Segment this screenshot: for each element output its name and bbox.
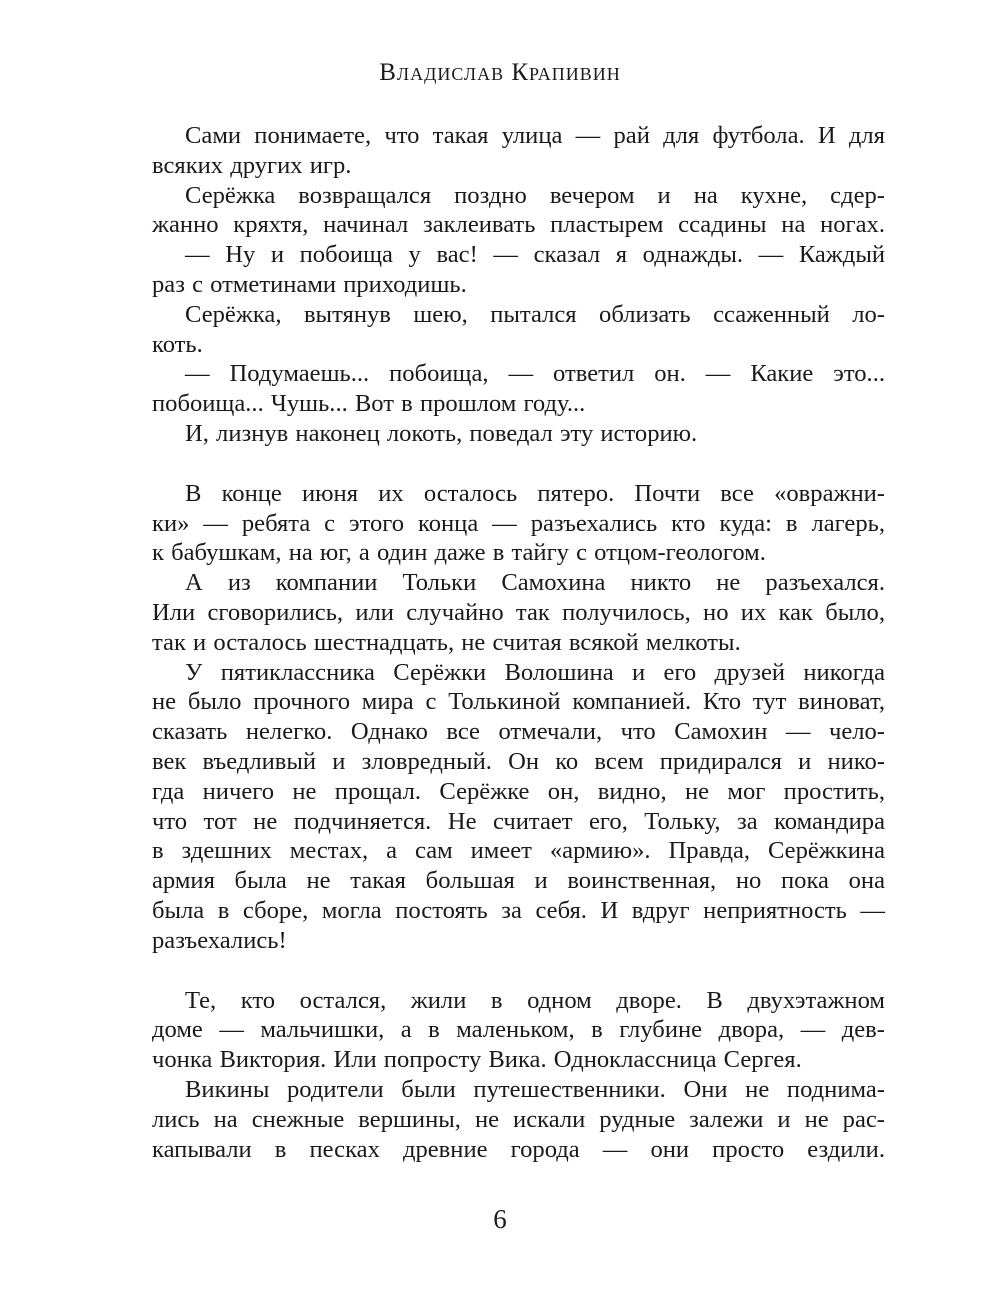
text-line: не было прочного мира с Толькиной компанией. Кто тут виноват,: [152, 688, 885, 716]
text-line: лись на снежные вершины, не искали рудные залежи и не рас-: [152, 1105, 885, 1133]
text-line: Викины родители были путешественники. Они не поднима-: [185, 1075, 885, 1103]
text-line: Сами понимаете, что такая улица — рай для футбола. И для: [185, 122, 885, 149]
paragraph: [152, 986, 885, 1075]
text-line: чонка Виктория. Или попросту Вика. Одноклассница Сергея.: [152, 1046, 802, 1074]
paragraph: [152, 181, 885, 241]
text-line: век въедливый и зловредный. Он ко всем придирался и нико-: [152, 747, 885, 775]
text-line: разъехались!: [152, 926, 287, 954]
text-line: — Ну и побоища у вас! — сказал я однажды. — Каждый: [185, 241, 885, 269]
paragraph: [152, 568, 885, 657]
text-line: коть.: [152, 330, 203, 358]
text-line: армия была не такая большая и воинственная, но пока она: [152, 867, 885, 895]
paragraph: [152, 240, 885, 300]
page-number: 6: [493, 1204, 507, 1234]
text-line: была в сборе, могла постоять за себя. И вдруг неприятность —: [152, 896, 885, 924]
text-line: Серёжка, вытянув шею, пытался облизать ссаженный ло-: [185, 300, 885, 328]
text-line: А из компании Тольки Самохина никто не разъехался.: [185, 569, 885, 597]
paragraph: [152, 658, 885, 956]
text-line: — Подумаешь... побоища, — ответил он. — Какие это...: [185, 360, 885, 388]
text-line: У пятиклассника Серёжки Волошина и его друзей никогда: [185, 658, 885, 686]
paragraph: [152, 359, 885, 419]
text-line: что тот не подчиняется. Не считает его, Тольку, за командира: [152, 807, 885, 835]
paragraph: [152, 419, 885, 449]
text-line: так и осталось шестнадцать, не считая всякой мелкоты.: [152, 628, 741, 656]
text-line: ки» — ребята с этого конца — разъехались кто куда: в лагерь,: [152, 509, 885, 537]
text-line: И, лизнув наконец локоть, поведал эту историю.: [185, 419, 698, 447]
text-line: сказать нелегко. Однако все отмечали, что Самохин — чело-: [152, 718, 885, 746]
text-line: жанно кряхтя, начинал заклеивать пластырем ссадины на ногах.: [152, 211, 885, 239]
text-line: гда ничего не прощал. Серёжке он, видно, не мог простить,: [152, 777, 885, 805]
text-line: В конце июня их осталось пятеро. Почти все «овражни-: [185, 479, 885, 507]
text-line: Или сговорились, или случайно так получилось, но их как было,: [152, 598, 885, 626]
body-text: [152, 121, 885, 1164]
text-line: Те, кто остался, жили в одном дворе. В двухэтажном: [185, 986, 885, 1014]
text-line: всяких других игр.: [152, 151, 352, 179]
paragraph: [152, 121, 885, 181]
paragraph: [152, 479, 885, 568]
paragraph: [152, 1075, 885, 1164]
paragraph: [152, 300, 885, 360]
text-line: доме — мальчишки, а в маленьком, в глубине двора, — дев-: [152, 1016, 885, 1044]
text-line: в здешних местах, а сам имеет «армию». Правда, Серёжкина: [152, 837, 885, 865]
running-head-author: Владислав Крапивин: [379, 59, 621, 86]
text-line: Серёжка возвращался поздно вечером и на кухне, сдер-: [185, 181, 885, 209]
text-line: к бабушкам, на юг, а один даже в тайгу с отцом-геологом.: [152, 539, 766, 567]
text-line: раз с отметинами приходишь.: [152, 270, 467, 298]
text-line: капывали в песках древние города — они просто ездили.: [152, 1135, 885, 1163]
text-line: побоища... Чушь... Вот в прошлом году...: [152, 390, 586, 418]
